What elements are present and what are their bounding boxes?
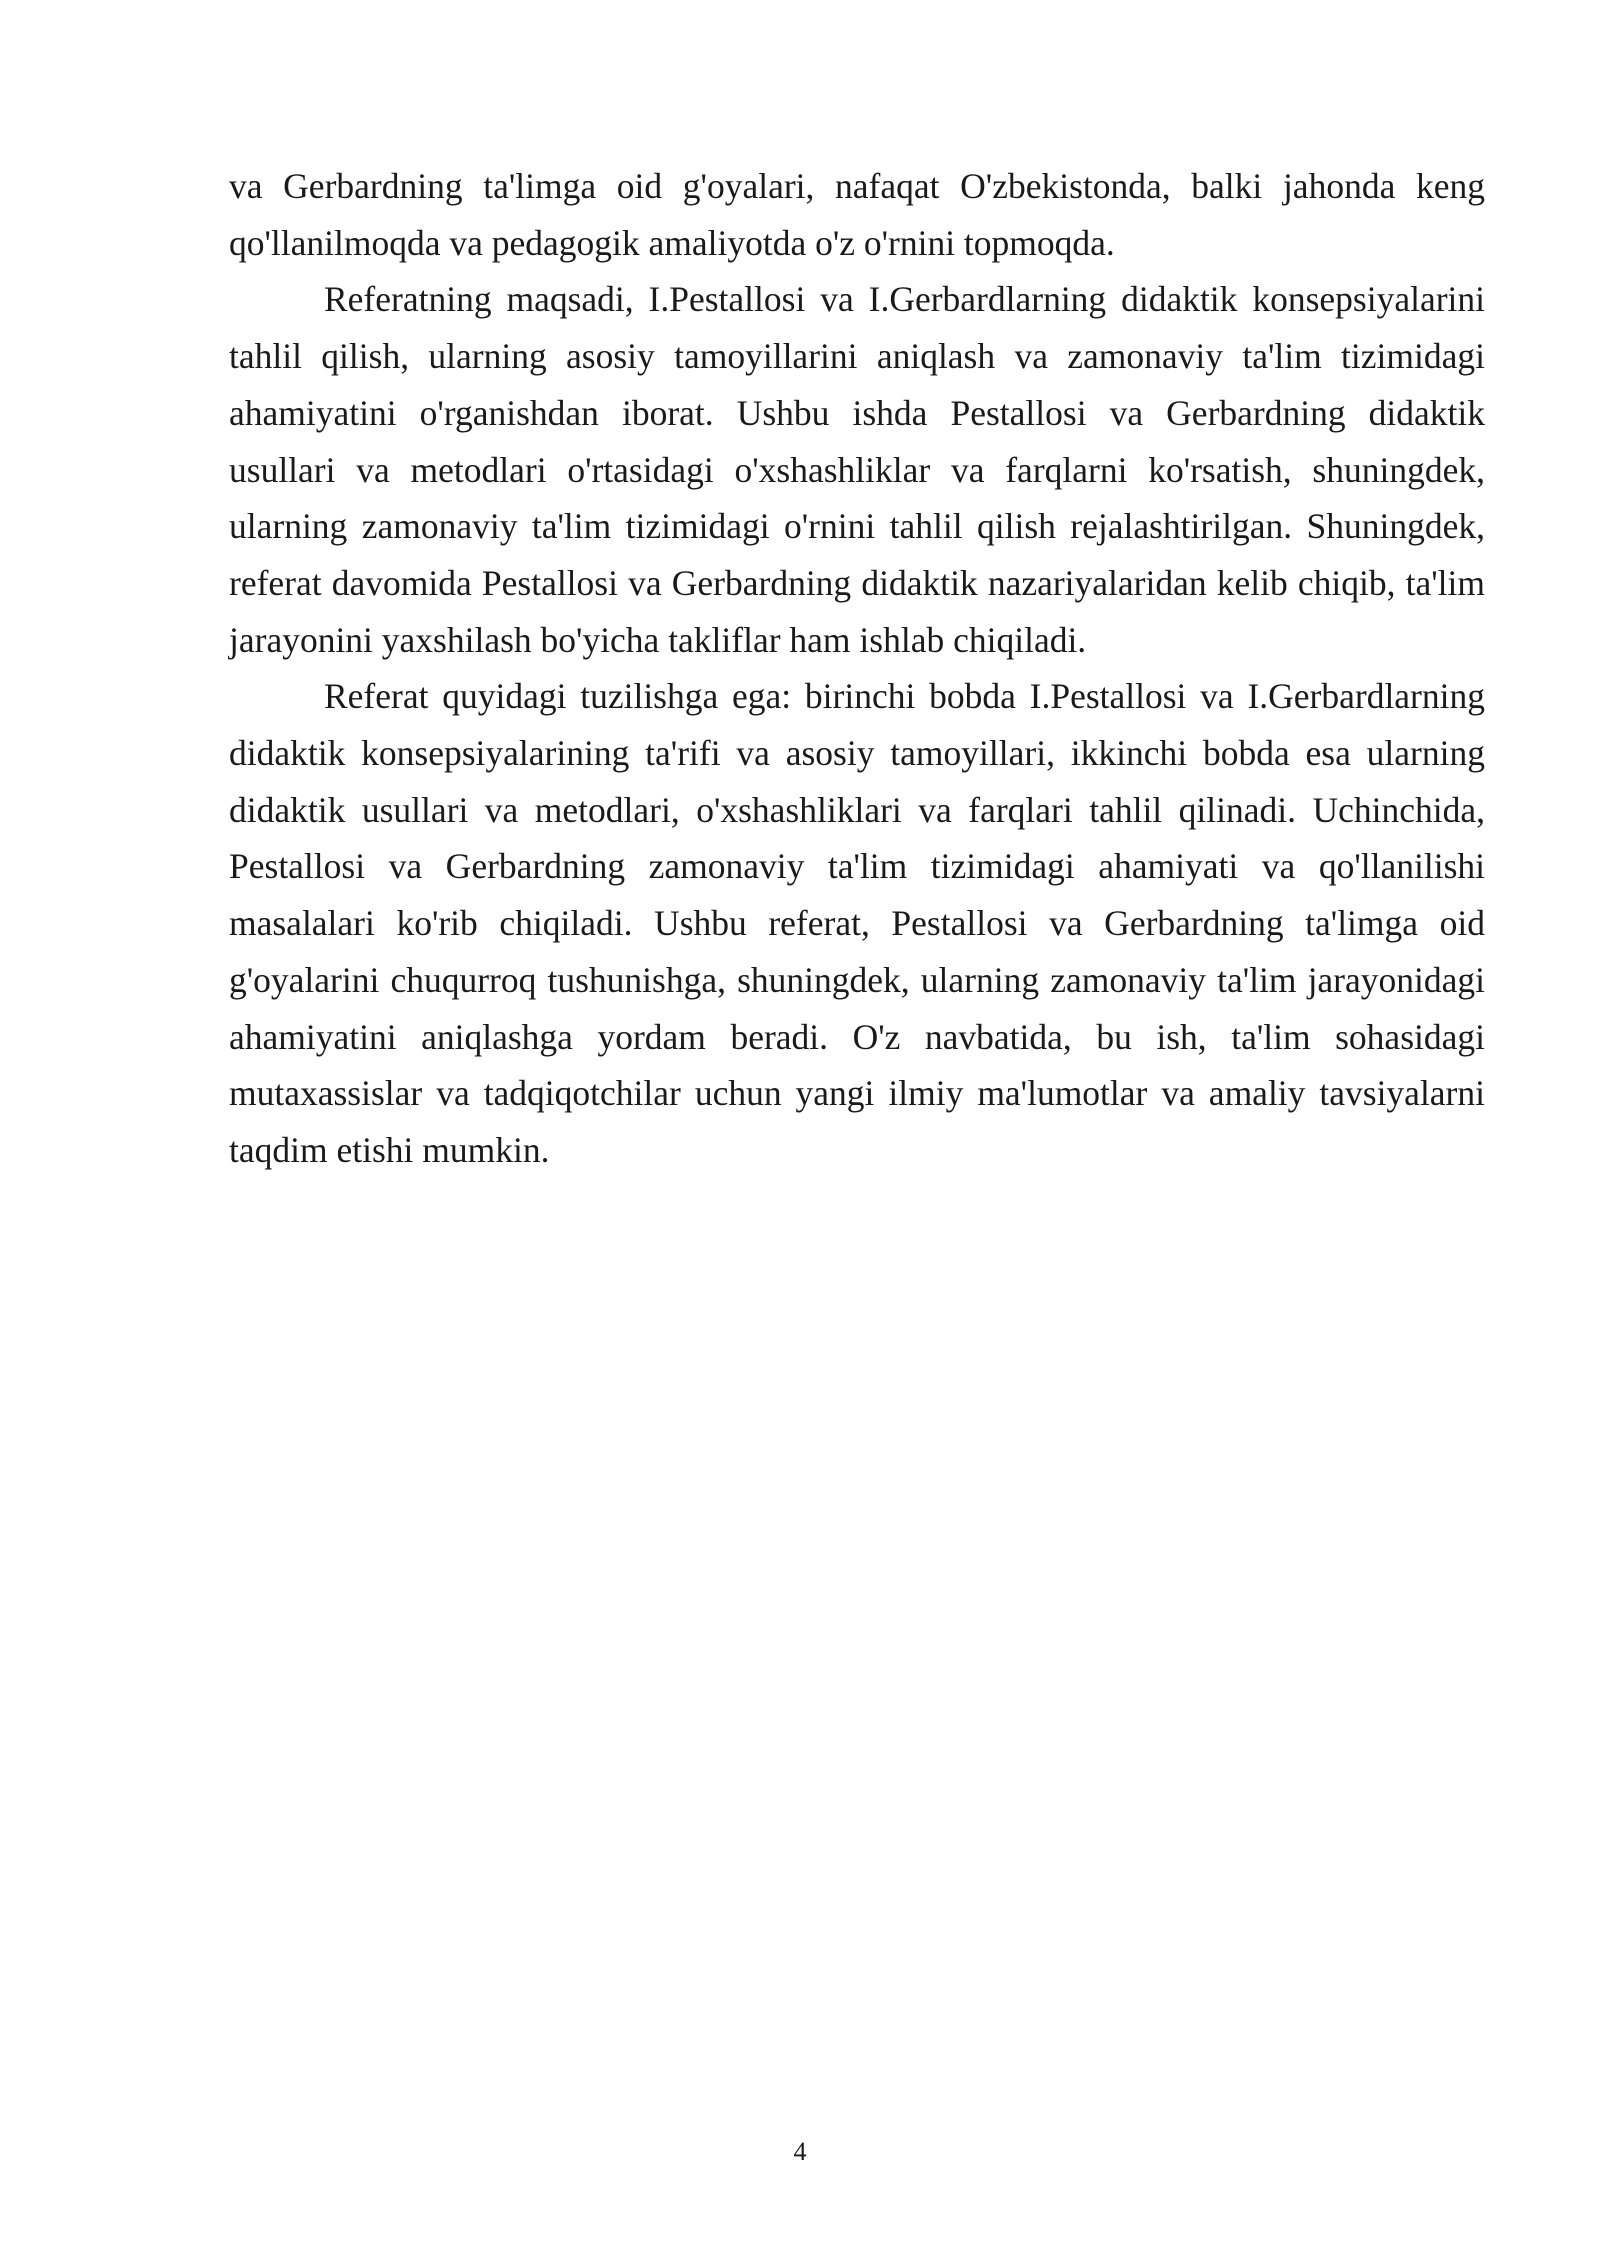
page-number: 4: [793, 2137, 807, 2166]
paragraph-continuation: va Gerbardning ta'limga oid g'oyalari, nafaqat O'zbekistonda, balki jahonda keng qo'llanilmoqda va pedagogik amaliyotda o'z o'rnini topmoqda.: [229, 166, 1485, 263]
paragraph-structure: Referat quyidagi tuzilishga ega: birinchi bobda I.Pestallosi va I.Gerbardlarning didaktik konsepsiyalarining ta'rifi va asosiy tamoyillari, ikkinchi bobda esa ularning didaktik usullari va metodlari, o'xshashliklari va farqlari tahlil qilinadi. Uchinchida, Pestallosi va Gerbardning zamonaviy ta'lim tizimidagi ahamiyati va qo'llanilishi masalalari ko'rib chiqiladi. Ushbu referat, Pestallosi va Gerbardning ta'limga oid g'oyalarini chuqurroq tushunishga, shuningdek, ularning zamonaviy ta'lim jarayonidagi ahamiyatini aniqlashga yordam beradi. O'z navbatida, bu ish, ta'lim sohasidagi mutaxassislar va tadqiqotchilar uchun yangi ilmiy ma'lumotlar va amaliy tavsiyalarni taqdim etishi mumkin.: [229, 676, 1485, 1170]
body-text: [229, 158, 1485, 1179]
paragraph-purpose: Referatning maqsadi, I.Pestallosi va I.Gerbardlarning didaktik konsepsiyalarini tahlil qilish, ularning asosiy tamoyillarini aniqlash va zamonaviy ta'lim tizimidagi ahamiyatini o'rganishdan iborat. Ushbu ishda Pestallosi va Gerbardning didaktik usullari va metodlari o'rtasidagi o'xshashliklar va farqlarni ko'rsatish, shuningdek, ularning zamonaviy ta'lim tizimidagi o'rnini tahlil qilish rejalashtirilgan. Shuningdek, referat davomida Pestallosi va Gerbardning didaktik nazariyalaridan kelib chiqib, ta'lim jarayonini yaxshilash bo'yicha takliflar ham ishlab chiqiladi.: [229, 279, 1485, 660]
